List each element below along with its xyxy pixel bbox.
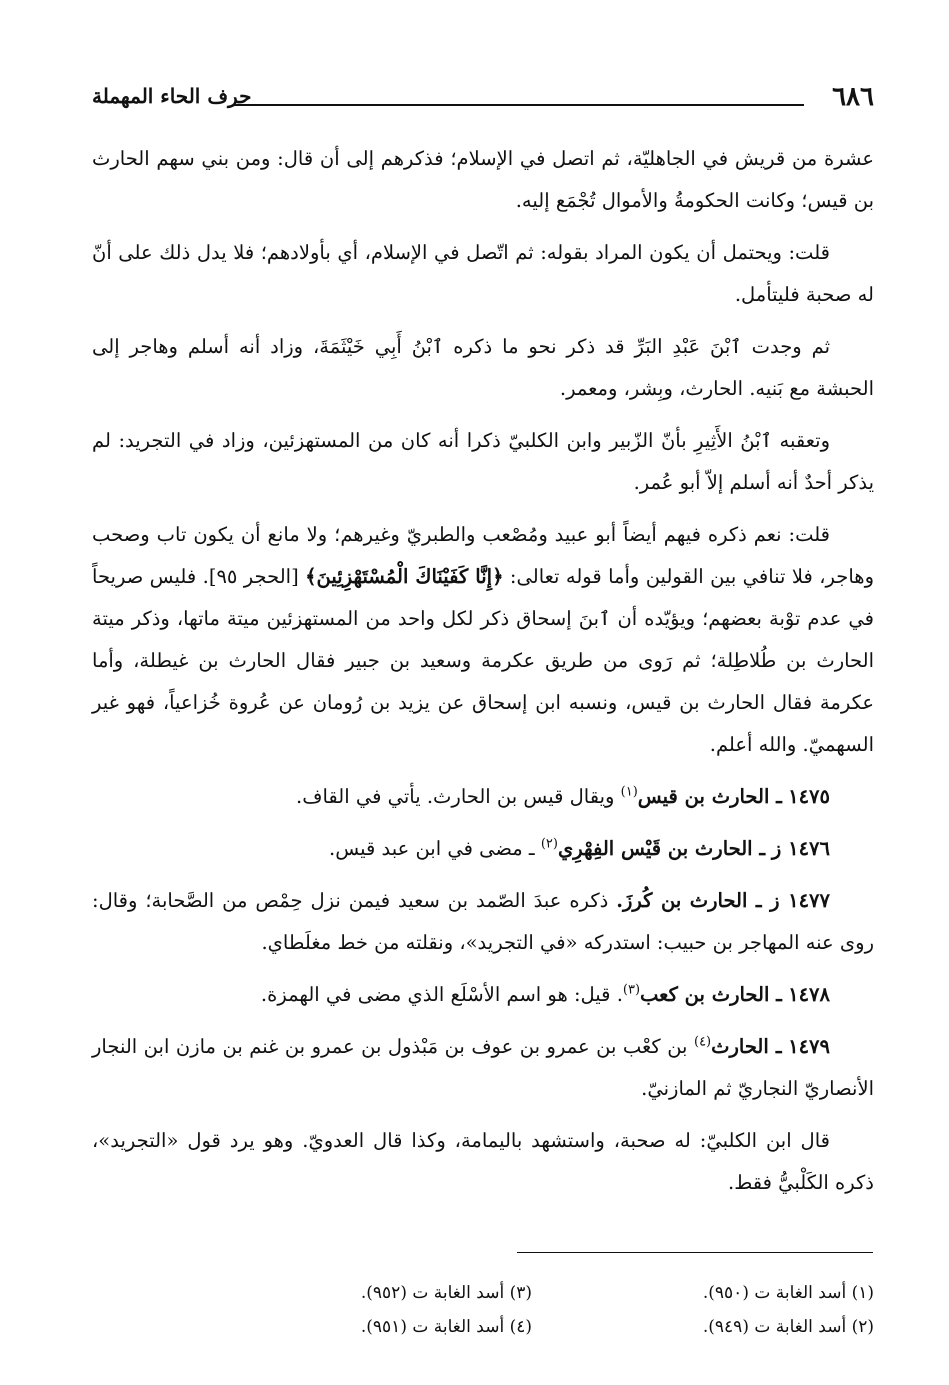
footnote: (١) أسد الغابة ت (٩٥٠). xyxy=(702,1283,874,1303)
entry-text: ـ مضى في ابن عبد قيس. xyxy=(329,837,541,860)
paragraph: قال ابن الكلبيّ: له صحبة، واستشهد باليمامة، وكذا قال العدويّ. وهو يرد قول «التجريد»، ذكره الكَلْبيُّ فقط. xyxy=(92,1129,874,1194)
running-title: حرف الحاء المهملة xyxy=(92,84,252,108)
entry-number: ١٤٧٨ xyxy=(788,983,830,1006)
entry-number: ١٤٧٥ xyxy=(788,785,830,808)
footnote-rule xyxy=(517,1252,873,1253)
entry-name: ـ الحارث بن قيس xyxy=(637,785,782,808)
paragraph-text: [الحجر ٩٥]. فليس صريحاً في عدم توْبة بعضهم؛ ويؤيّده أن ٱبنَ إسحاق ذكر لكل واحد من المستهزئين ميتة ماتها، وذكر ميتة الحارث بن طُلاطِلة؛ ثم رَوى من طريق عكرمة وسعيد بن جبير فقال الحارث بن غيطلة، وأما عكرمة فقال الحارث بن قيس، ونسبه ابن إسحاق عن يزيد بن رُومان عن عُروة خُزاعياً، فهو غير السهميّ. والله أعلم. xyxy=(92,565,874,756)
footnote-ref: (٣) xyxy=(622,982,641,998)
page-header xyxy=(92,78,874,118)
paragraph: ثم وجدت ٱبْنَ عَبْدِ البَرِّ قد ذكر نحو ما ذكره ٱبْنُ أَبِي خَيْثَمَةَ، وزاد أنه أسلم وهاجر إلى الحبشة مع بَنيه. الحارث، وبِشر، ومعمر. xyxy=(92,335,874,400)
entry-name: ـ الحارث بن كعب xyxy=(640,983,782,1006)
entry-text: ذكره عبدَ الصّمد بن سعيد فيمن نزل حِمْص من الصَّحابة؛ وقال: روى عنه المهاجر بن حبيب: استدركه «في التجريد»، ونقلته من خط مغلَطاي. xyxy=(92,889,874,954)
footnote: (٢) أسد الغابة ت (٩٤٩). xyxy=(702,1317,874,1337)
entry-text: ويقال قيس بن الحارث. يأتي في القاف. xyxy=(296,785,621,808)
entry xyxy=(92,828,874,870)
header-rule xyxy=(234,104,804,106)
paragraph-text: قلت: نعم ذكره فيهم أيضاً أبو عبيد ومُصْعب والطبريّ وغيرهم؛ ولا مانع أن يكون تاب وصحب وهاجر، فلا تنافي بين القولين وأما قوله تعالى: xyxy=(92,523,875,588)
entry-text: بن كعْب بن عمرو بن عوف بن مَبْذول بن عمرو بن غنم بن مازن ابن النجار الأنصاريّ النجاريّ ثم المازنيّ. xyxy=(92,1035,874,1100)
quran-verse: ﴿إِنَّا كَفَيْنَاكَ الْمُسْتَهْزِئِينَ﴾ xyxy=(305,565,504,588)
entry-name: ـ الحارث xyxy=(711,1035,782,1058)
entry-prefix: ز xyxy=(771,837,789,860)
footnote-ref: (٤) xyxy=(693,1034,712,1050)
paragraph: وتعقبه ٱبْنُ الأَثِيرِ بأنّ الزّبير وابن الكلبيّ ذكرا أنه كان من المستهزئين، وزاد في التجريد: لم يذكر أحدٌ أنه أسلم إلاّ أبو عُمر. xyxy=(92,429,874,494)
footnote-row xyxy=(190,1276,874,1310)
footnote-ref: (٢) xyxy=(540,836,558,852)
paragraph xyxy=(92,514,874,766)
paragraph: عشرة من قريش في الجاهليّة، ثم اتصل في الإسلام؛ فذكرهم إلى أن قال: ومن بني سهم الحارث بن قيس؛ وكانت الحكومةُ والأموال تُجْمَع إليه. xyxy=(92,147,874,212)
page-number: ٦٨٦ xyxy=(832,82,874,112)
entry-prefix: ز xyxy=(770,889,789,912)
entry-text: . قيل: هو اسم الأسْلَع الذي مضى في الهمزة. xyxy=(260,983,623,1006)
footnote: (٣) أسد الغابة ت (٩٥٢). xyxy=(360,1283,532,1303)
entry xyxy=(92,1026,874,1110)
entry-name: ـ الحارث بن قَيْس الفِهْرِي xyxy=(557,837,772,860)
footnote-row xyxy=(190,1310,874,1344)
entry-number: ١٤٧٦ xyxy=(788,837,830,860)
entry xyxy=(92,776,874,818)
footnotes xyxy=(190,1276,874,1344)
entry xyxy=(92,880,874,964)
footnote: (٤) أسد الغابة ت (٩٥١). xyxy=(360,1317,532,1337)
entry-number: ١٤٧٩ xyxy=(788,1035,830,1058)
entry-name: ـ الحارث بن كُرزَ. xyxy=(616,889,771,912)
paragraph: قلت: ويحتمل أن يكون المراد بقوله: ثم اتّصل في الإسلام، أي بأولادهم؛ فلا يدل ذلك على أنّ له صحبة فليتأمل. xyxy=(92,241,874,306)
footnote-ref: (١) xyxy=(620,784,638,800)
entry-number: ١٤٧٧ xyxy=(788,889,830,912)
page-body xyxy=(92,138,874,1214)
entry xyxy=(92,974,874,1016)
